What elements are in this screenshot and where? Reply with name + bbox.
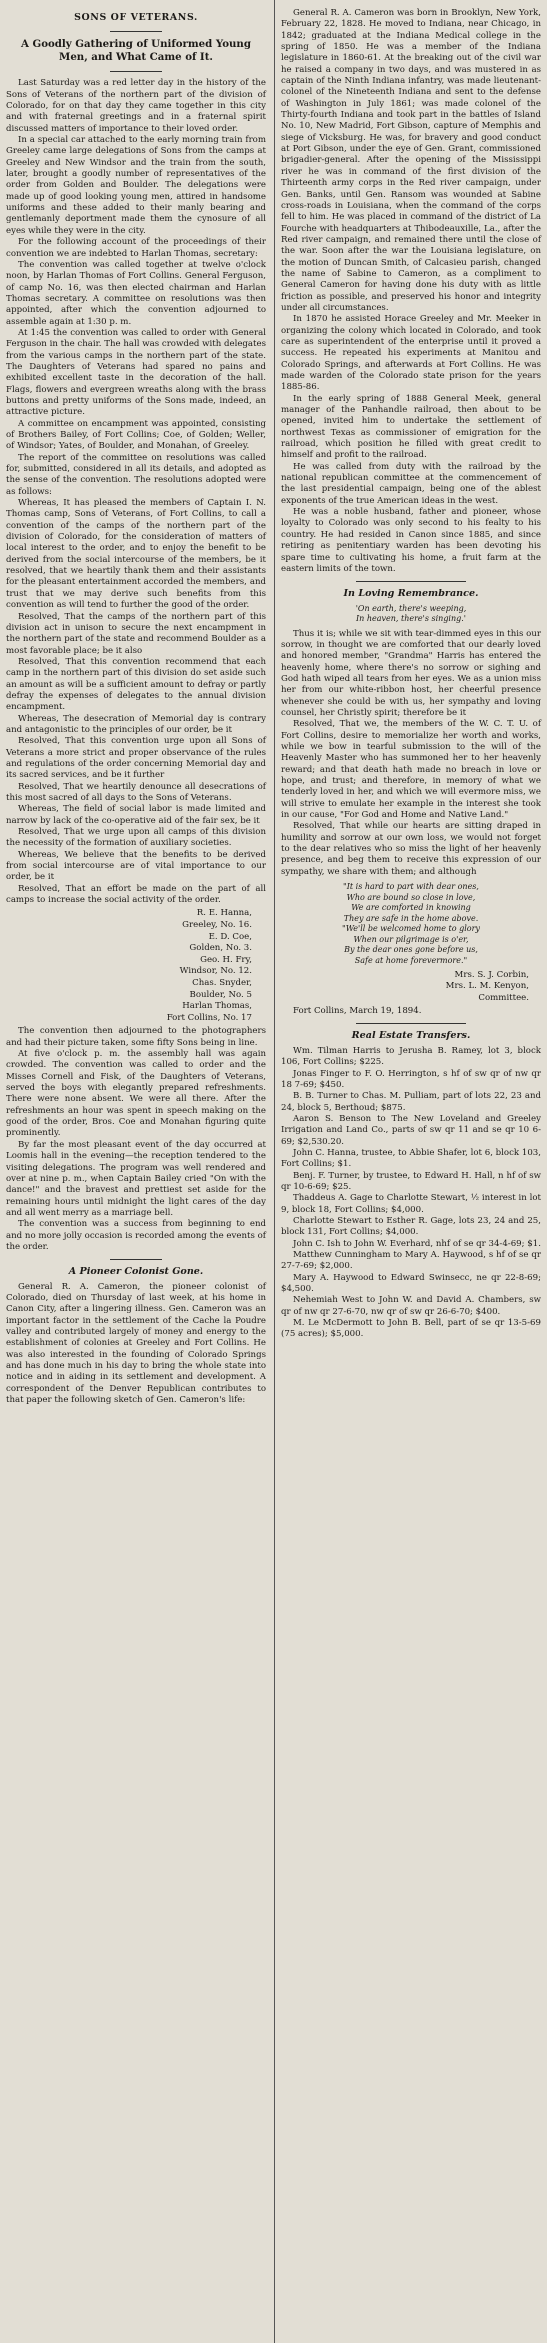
signature-line: R. E. Hanna, <box>196 908 252 919</box>
remembrance-epigraph <box>291 604 531 625</box>
pioneer-paragraph: He was called from duty with the railroad by the national republican committee at the commencement of the last presidential campaign, being one of the ablest exponents of the true American ideas in the west. <box>281 461 541 506</box>
poem-line: We are comforted in knowing <box>351 903 471 913</box>
resolution-paragraph: Resolved, That we urge upon all camps of this division the necessity of the formation of auxiliary societies. <box>6 827 266 849</box>
committee-signatures <box>6 908 266 1024</box>
transfer-entry: Nehemiah West to John W. and David A. Chambers, sw qr of nw qr 27-6-70, nw qr of sw qr 26-6-70; $400. <box>281 1295 541 1317</box>
remembrance-poem <box>291 882 531 966</box>
epigraph-line: In heaven, there's singing.' <box>355 614 467 624</box>
article-paragraph: The report of the committee on resolutions was called for, submitted, considered in all its details, and adopted as the sense of the convention. The resolutions adopted were as follows: <box>6 452 266 497</box>
pioneer-paragraph: He was a noble husband, father and pioneer, whose loyalty to Colorado was only second to his fealty to his country. He had resided in Canon since 1885, and since retiring as penitentiary warden has been devoting his spare time to cultivating his home, a fruit farm at the eastern limits of the town. <box>281 507 541 574</box>
resolution-paragraph: Whereas, The desecration of Memorial day is contrary and antagonistic to the principles of our order, be it <box>6 713 266 735</box>
real-estate-list <box>281 1046 541 1341</box>
divider <box>110 1259 162 1260</box>
resolution-paragraph: Whereas, It has pleased the members of Captain I. N. Thomas camp, Sons of Veterans, of Fort Collins, to call a convention of the camps of the northern part of the division of Colorado, for the consideration of matters of local interest to the order, and to enjoy the benefit to be derived from the social intercourse of the members, be it resolved, that we heartily thank them and their assistants for the pleasant entertainment accorded the members, and trust that we may derive such benefits from this convention as will tend to further the good of the order. <box>6 498 266 611</box>
signature-line: Chas. Snyder, <box>192 978 252 988</box>
epigraph-line: 'On earth, there's weeping, <box>355 603 467 613</box>
article-paragraph: The convention was a success from beginning to end and no more jolly occasion is recorded among the events of the order. <box>6 1219 266 1252</box>
divider <box>110 71 162 72</box>
signature-line: Harlan Thomas, <box>182 1001 252 1012</box>
divider <box>356 1023 466 1024</box>
resolution-paragraph: Whereas, The field of social labor is made limited and narrow by lack of the co-operative aid of the fair sex, be it <box>6 804 266 826</box>
transfer-entry: Aaron S. Benson to The New Loveland and Greeley Irrigation and Land Co., parts of sw qr 11 and se qr 10 6-69; $2,530.20. <box>281 1113 541 1147</box>
article-paragraph: At 1:45 the convention was called to order with General Ferguson in the chair. The hall was crowded with delegates from the various camps in the northern part of the state. The Daughters of Veterans had spared no pains and exhibited excellent taste in the decoration of the hall. Flags, flowers and evergreen wreaths along with the brass buttons and pretty uniforms of the Sons made, indeed, an attractive picture. <box>6 327 266 418</box>
transfer-entry: John C. Hanna, trustee, to Abbie Shafer, lot 6, block 103, Fort Collins; $1. <box>281 1147 541 1170</box>
signature-line: E. D. Coe, <box>208 931 252 942</box>
signer-line: Committee. <box>478 992 529 1003</box>
article-paragraph: The convention then adjourned to the photographers and had their picture taken, some fifty Sons being in line. <box>6 1026 266 1048</box>
signature-line: Golden, No. 3. <box>189 943 252 954</box>
article-paragraph: For the following account of the proceedings of their convention we are indebted to Harlan Thomas, secretary: <box>6 237 266 259</box>
remembrance-headline: In Loving Remembrance. <box>343 588 479 600</box>
column-rule <box>274 0 275 2343</box>
pioneer-paragraph: General R. A. Cameron, the pioneer colonist of Colorado, died on Thursday of last week, at his home in Canon City, after a lingering illness. Gen. Cameron was an important factor in the settlement of the Cache la Poudre valley and contributed largely of money and energy to the establishment of colonies at Greeley and Fort Collins. He was also interested in the founding of Colorado Springs and has done much in his day to bring the whole state into notice and in aiding in its settlement and development. A correspondent of the Denver Republican contributes to that paper the following sketch of Gen. Cameron's life: <box>6 1281 266 1406</box>
sons-of-veterans-body <box>6 78 266 1253</box>
transfer-entry: John C. Ish to John W. Everhard, nhf of se qr 34-4-69; $1. <box>293 1238 541 1249</box>
signature-line: Windsor, No. 12. <box>179 966 252 977</box>
remembrance-paragraph: Resolved, That while our hearts are sitting draped in humility and sorrow at our own loss, we would not forget to the dear relatives who so miss the light of her heavenly presence, and beg them to receive this expression of our sympathy, we share with them; and although <box>281 821 541 877</box>
signature-line: Greeley, No. 16. <box>182 920 252 931</box>
resolution-paragraph: Whereas, We believe that the benefits to be derived from social intercourse are of vital importance to our order, be it <box>6 849 266 883</box>
poem-line: Who are bound so close in love, <box>346 892 476 902</box>
transfer-entry: Thaddeus A. Gage to Charlotte Stewart, ½ interest in lot 9, block 18, Fort Collins; $4,000. <box>281 1193 541 1215</box>
transfer-entry: Mary A. Haywood to Edward Swinsecc, ne qr 22-8-69; $4,500. <box>281 1272 541 1295</box>
article-paragraph: By far the most pleasant event of the day occurred at Loomis hall in the evening—the reception tendered to the visiting delegations. The program was well rendered and over at nine p. m., when Captain Bailey cried "On with the dance!" and the bravest and prettiest set aside for the remaining hours until midnight the light cares of the day and all went merry as a marriage bell. <box>6 1139 266 1218</box>
transfer-entry: M. Le McDermott to John B. Bell, part of se qr 13-5-69 (75 acres); $5,000. <box>281 1318 541 1340</box>
sons-of-veterans-subhead: A Goodly Gathering of Uniformed Young Men, and What Came of It. <box>21 38 251 63</box>
article-paragraph: Last Saturday was a red letter day in the history of the Sons of Veterans of the northern part of the division of Colorado, for on that day they came together in this city and with fraternal greetings and in a fraternal spirit discussed matters of importance to their loved order. <box>6 78 266 134</box>
transfer-entry: Charlotte Stewart to Esther R. Gage, lots 23, 24 and 25, block 131, Fort Collins; $4,000. <box>281 1215 541 1238</box>
article-paragraph: At five o'clock p. m. the assembly hall was again crowded. The convention was called to order and the Misses Cornell and Fisk, of the Daughters of Veterans, served the boys with elegantly prepared refreshments. There were none absent. We were all there. After the refreshments an hour was spent in speech making on the good of the order, Bros. Coe and Monahan figuring quite prominently. <box>6 1049 266 1139</box>
pioneer-headline: A Pioneer Colonist Gone. <box>68 1266 204 1278</box>
transfer-entry: Matthew Cunningham to Mary A. Haywood, s hf of se qr 27-7-69; $2,000. <box>281 1250 541 1272</box>
left-column <box>6 8 266 1406</box>
resolution-paragraph: Resolved, That the camps of the northern part of this division act in unison to secure the next encampment in the northern part of the state and recommend Boulder as a most favorable place; be it also <box>6 611 266 656</box>
remembrance-dateline: Fort Collins, March 19, 1894. <box>293 1006 422 1017</box>
poem-line: They are safe in the home above. <box>343 913 479 923</box>
poem-line: By the dear ones gone before us, <box>344 945 478 955</box>
resolution-paragraph: Resolved, That this convention urge upon all Sons of Veterans a more strict and proper observance of the rules and regulations of the order concerning Memorial day and its sacred services, and be it further <box>6 736 266 781</box>
remembrance-signers <box>281 970 541 1004</box>
poem-line: "It is hard to part with dear ones, <box>343 882 479 892</box>
article-paragraph: In a special car attached to the early morning train from Greeley came large delegations of Sons from the camps at Greeley and New Windsor and the train from the south, later, brought a goodly number of representatives of the order from Golden and Boulder. The delegations were made up of good looking young men, attired in handsome uniforms and these added to their manly bearing and gentlemanly deportment made them the cynosure of all eyes while they were in the city. <box>6 135 266 236</box>
remembrance-paragraph: Thus it is; while we sit with tear-dimmed eyes in this our sorrow, in thought we are comforted that our dearly loved and honored member, "Grandma" Harris has entered the heavenly home, where there's no sorrow or sighing and God hath wiped all tears from her eyes. We as a union miss her from our white-ribbon host, her cheerful presence whenever she could be with us, her sympathy and loving counsel, her Christly spirit; therefore be it <box>281 628 541 718</box>
resolution-paragraph: Resolved, That an effort be made on the part of all camps to increase the social activity of the order. <box>6 883 266 906</box>
right-column <box>281 8 541 1341</box>
signer-line: Mrs. S. J. Corbin, <box>454 970 529 981</box>
pioneer-paragraph: In 1870 he assisted Horace Greeley and Mr. Meeker in organizing the colony which located in Colorado, and took care as superintendent of the enterprise until it proved a success. He repeated his experiments at Manitou and Colorado Springs, and afterwards at Fort Collins. He was made warden of the Colorado state prison for the years 1885-86. <box>281 314 541 393</box>
transfer-entry: B. B. Turner to Chas. M. Pulliam, part of lots 22, 23 and 24, block 5, Berthoud; $875. <box>281 1091 541 1113</box>
signature-line: Fort Collins, No. 17 <box>166 1012 252 1023</box>
poem-line: "We'll be welcomed home to glory <box>342 924 480 934</box>
transfer-entry: Jonas Finger to F. O. Herrington, s hf of sw qr of nw qr 18 7-69; $450. <box>281 1068 541 1090</box>
article-paragraph: The convention was called together at twelve o'clock noon, by Harlan Thomas of Fort Collins. General Ferguson, of camp No. 16, was then elected chairman and Harlan Thomas secretary. A committee on resolutions was then appointed, after which the convention adjourned to assemble again at 1:30 p. m. <box>6 259 266 327</box>
signer-line: Mrs. L. M. Kenyon, <box>445 981 529 992</box>
resolution-paragraph: Resolved, That this convention recommend that each camp in the northern part of this division do set aside such an amount as will be a sufficient amount to defray or partly defray the expenses of delegates to the annual division encampment. <box>6 656 266 713</box>
remembrance-paragraph: Resolved, That we, the members of the W. C. T. U. of Fort Collins, desire to memorialize her worth and works, while we bow in tearful submission to the will of the Heavenly Master who has summoned her to her heavenly reward; and that death hath made no breach in love or hope, and trust; and therefore, in memory of what we tenderly loved in her, and which we will evermore miss, we will strive to emulate her example in the interest she took in our cause, "For God and Home and Native Land." <box>281 719 541 821</box>
divider <box>110 31 162 32</box>
pioneer-paragraph: In the early spring of 1888 General Meek, general manager of the Panhandle railroad, then about to be opened, invited him to undertake the settlement of northwest Texas as commissioner of emigration for the railroad, which position he filled with great credit to himself and profit to the railroad. <box>281 393 541 461</box>
sons-of-veterans-headline: SONS OF VETERANS. <box>74 12 198 23</box>
pioneer-paragraph: General R. A. Cameron was born in Brooklyn, New York, February 22, 1828. He moved to Indiana, near Chicago, in 1842; graduated at the Indiana Medical college in the spring of 1850. He was a member of the Indiana legislature in 1860-61. At the breaking out of the civil war he raised a company in two days, and was mustered in as captain of the Ninth Indiana infantry, was made lieutenant-colonel of the Nineteenth Indiana and sent to the defense of Washington in July 1861; was made colonel of the Thirty-fourth Indiana and took part in the battles of Island No. 10, New Madrid, Fort Gibson, capture of Memphis and siege of Vicksburg. He was, for bravery and good conduct at Port Gibson, under the eye of Gen. Grant, commissioned brigadier-general. After the opening of the Mississippi river he was in command of the first division of the Thirteenth army corps in the Red river campaign, under Gen. Banks, until Gen. Ransom was wounded at Sabine cross-roads in Louisiana, when the command of the corps fell to him. He was placed in command of the district of La Fourche with headquarters at Thibodeauxille, La., after the Red river campaign, and remained there until the close of the war. Soon after the war the Louisiana legislature, on the motion of Duncan Smith, of Calcasieu parish, changed the name of Sabine to Cameron, as a compliment to General Cameron for having done his duty with as little friction as possible, and preserved his honor and integrity under all circumstances. <box>281 8 541 313</box>
poem-line: When our pilgrimage is o'er, <box>353 934 469 944</box>
signature-line: Boulder, No. 5 <box>189 989 252 1000</box>
article-paragraph: A committee on encampment was appointed, consisting of Brothers Bailey, of Fort Collins; Coe, of Golden; Weller, of Windsor; Yates, of Boulder, and Monahan, of Greeley. <box>6 418 266 452</box>
real-estate-headline: Real Estate Transfers. <box>351 1030 471 1042</box>
resolution-paragraph: Resolved, That we heartily denounce all desecrations of this most sacred of all days to the Sons of Veterans. <box>6 781 266 803</box>
poem-line: Safe at home forevermore." <box>354 955 468 965</box>
transfer-entry: Wm. Tilman Harris to Jerusha B. Ramey, lot 3, block 106, Fort Collins; $225. <box>281 1045 541 1068</box>
transfer-entry: Benj. F. Turner, by trustee, to Edward H. Hall, n hf of sw qr 10-6-69; $25. <box>281 1170 541 1192</box>
divider <box>356 581 466 582</box>
signature-line: Geo. H. Fry, <box>200 954 252 965</box>
